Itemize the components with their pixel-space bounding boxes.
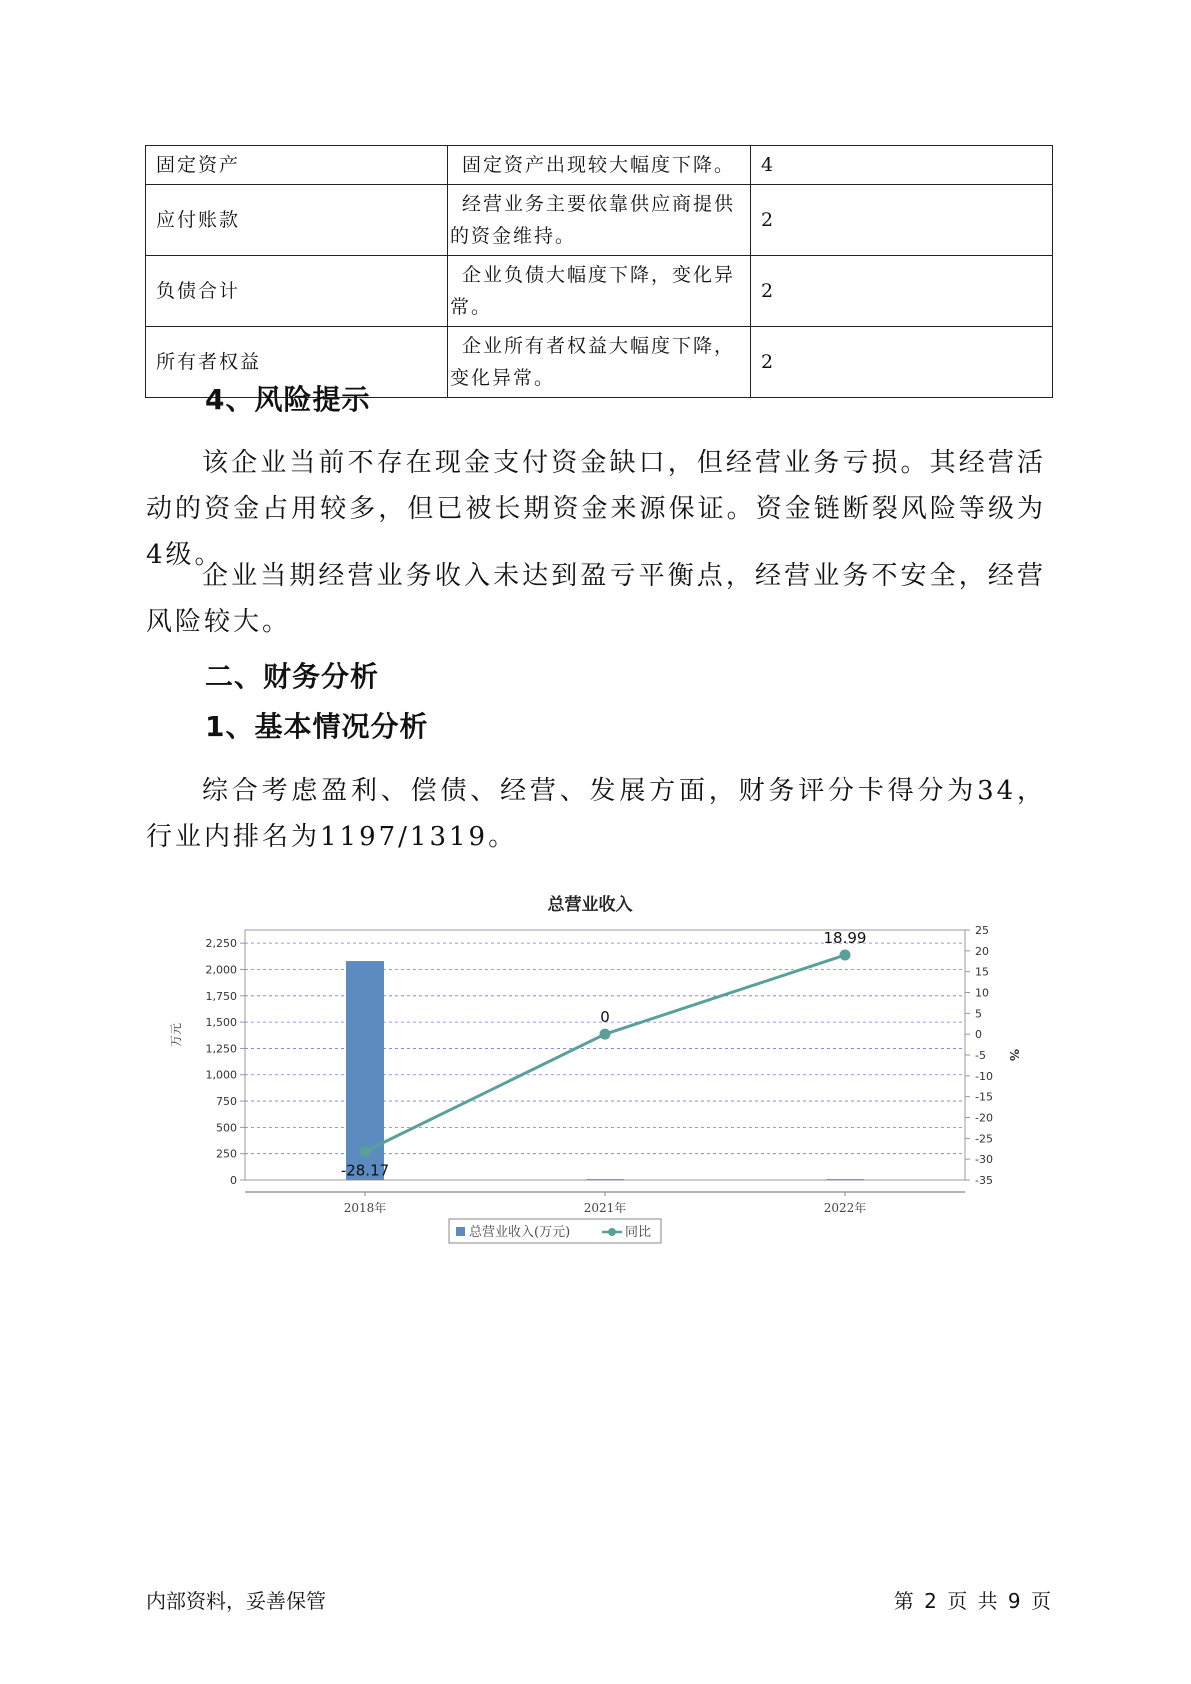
y-tick-label: 2,250: [205, 937, 237, 951]
legend-label-revenue: 总营业收入(万元): [469, 1225, 571, 1240]
y2-tick-label: -35: [975, 1174, 993, 1187]
bar: [826, 1179, 864, 1180]
y-tick-label: 250: [216, 1147, 237, 1161]
y-tick-label: 1,000: [205, 1068, 237, 1082]
footer-confidential: 内部资料，妥善保管: [146, 1589, 326, 1613]
y-tick-label: 2,000: [205, 963, 237, 977]
table-cell-level: 2: [751, 256, 1053, 327]
bar: [586, 1179, 624, 1180]
legend-label-yoy: 同比: [625, 1225, 652, 1240]
table-row: [146, 185, 1053, 256]
table-cell-item: 固定资产: [146, 146, 448, 185]
chart-title: 总营业收入: [547, 895, 633, 915]
table-cell-desc: 固定资产出现较大幅度下降。: [448, 146, 751, 185]
table-cell-level: 2: [751, 185, 1053, 256]
table-row: [146, 146, 1053, 185]
y2-axis-title: %: [1007, 1048, 1020, 1062]
section-heading-finance: 二、财务分析: [205, 660, 380, 693]
y2-tick-label: 25: [975, 924, 989, 937]
table-cell-item: 负债合计: [146, 256, 448, 327]
data-label: 0: [600, 1008, 610, 1027]
y2-tick-label: 0: [975, 1028, 982, 1042]
y2-tick-label: -25: [975, 1132, 993, 1146]
y2-tick-label: -30: [975, 1153, 993, 1167]
yoy-point: [360, 1146, 371, 1157]
risk-table: [145, 145, 1053, 398]
y2-tick-label: -15: [975, 1090, 993, 1104]
y2-tick-label: 5: [975, 1007, 982, 1021]
yoy-point: [600, 1029, 611, 1040]
chart-svg: [160, 880, 1020, 1340]
y2-tick-label: -5: [975, 1049, 986, 1062]
table-cell-level: 2: [751, 327, 1053, 398]
paragraph-basic: 综合考虑盈利、偿债、经营、发展方面，财务评分卡得分为34，行业内排名为1197/1319。: [146, 776, 1046, 852]
footer-page-number: 第 2 页 共 9 页: [893, 1589, 1051, 1613]
paragraph-risk-2: 企业当期经营业务收入未达到盈亏平衡点，经营业务不安全，经营风险较大。: [146, 561, 1046, 637]
x-tick-label: 2018年: [343, 1201, 387, 1215]
table-row: [146, 256, 1053, 327]
y-tick-label: 1,750: [205, 989, 237, 1003]
y-tick-label: 0: [230, 1174, 237, 1187]
data-label: 18.99: [823, 929, 867, 948]
y2-tick-label: 10: [975, 986, 989, 1000]
legend-swatch-point: [608, 1228, 616, 1236]
paragraph-risk-1: 该企业当前不存在现金支付资金缺口，但经营业务亏损。其经营活动的资金占用较多，但已被长期资金来源保证。资金链断裂风险等级为4级。: [146, 448, 1046, 570]
y2-tick-label: 15: [975, 965, 989, 979]
y-tick-label: 1,250: [205, 1042, 237, 1056]
x-tick-label: 2022年: [823, 1201, 867, 1215]
legend-swatch-bar: [456, 1227, 465, 1236]
y-tick-label: 1,500: [205, 1016, 237, 1030]
y2-tick-label: 20: [975, 944, 989, 958]
y-tick-label: 500: [216, 1121, 237, 1135]
y-axis-title: 万元: [169, 1022, 183, 1048]
table-cell-item: 应付账款: [146, 185, 448, 256]
yoy-line: [365, 955, 845, 1151]
section-heading-risk: 4、风险提示: [205, 383, 371, 416]
data-label: -28.17: [340, 1161, 390, 1180]
y-tick-label: 750: [216, 1095, 237, 1109]
y2-tick-label: -20: [975, 1111, 993, 1125]
table-cell-desc: 经营业务主要依靠供应商提供的资金维持。: [448, 185, 751, 256]
revenue-chart: [160, 880, 1020, 1340]
table-cell-level: 4: [751, 146, 1053, 185]
yoy-point: [840, 950, 851, 961]
x-tick-label: 2021年: [583, 1201, 627, 1215]
table-cell-item: 所有者权益: [146, 327, 448, 398]
y2-tick-label: -10: [975, 1069, 993, 1083]
table-cell-desc: 企业所有者权益大幅度下降，变化异常。: [448, 327, 751, 398]
section-heading-basic: 1、基本情况分析: [205, 710, 429, 743]
table-cell-desc: 企业负债大幅度下降，变化异常。: [448, 256, 751, 327]
